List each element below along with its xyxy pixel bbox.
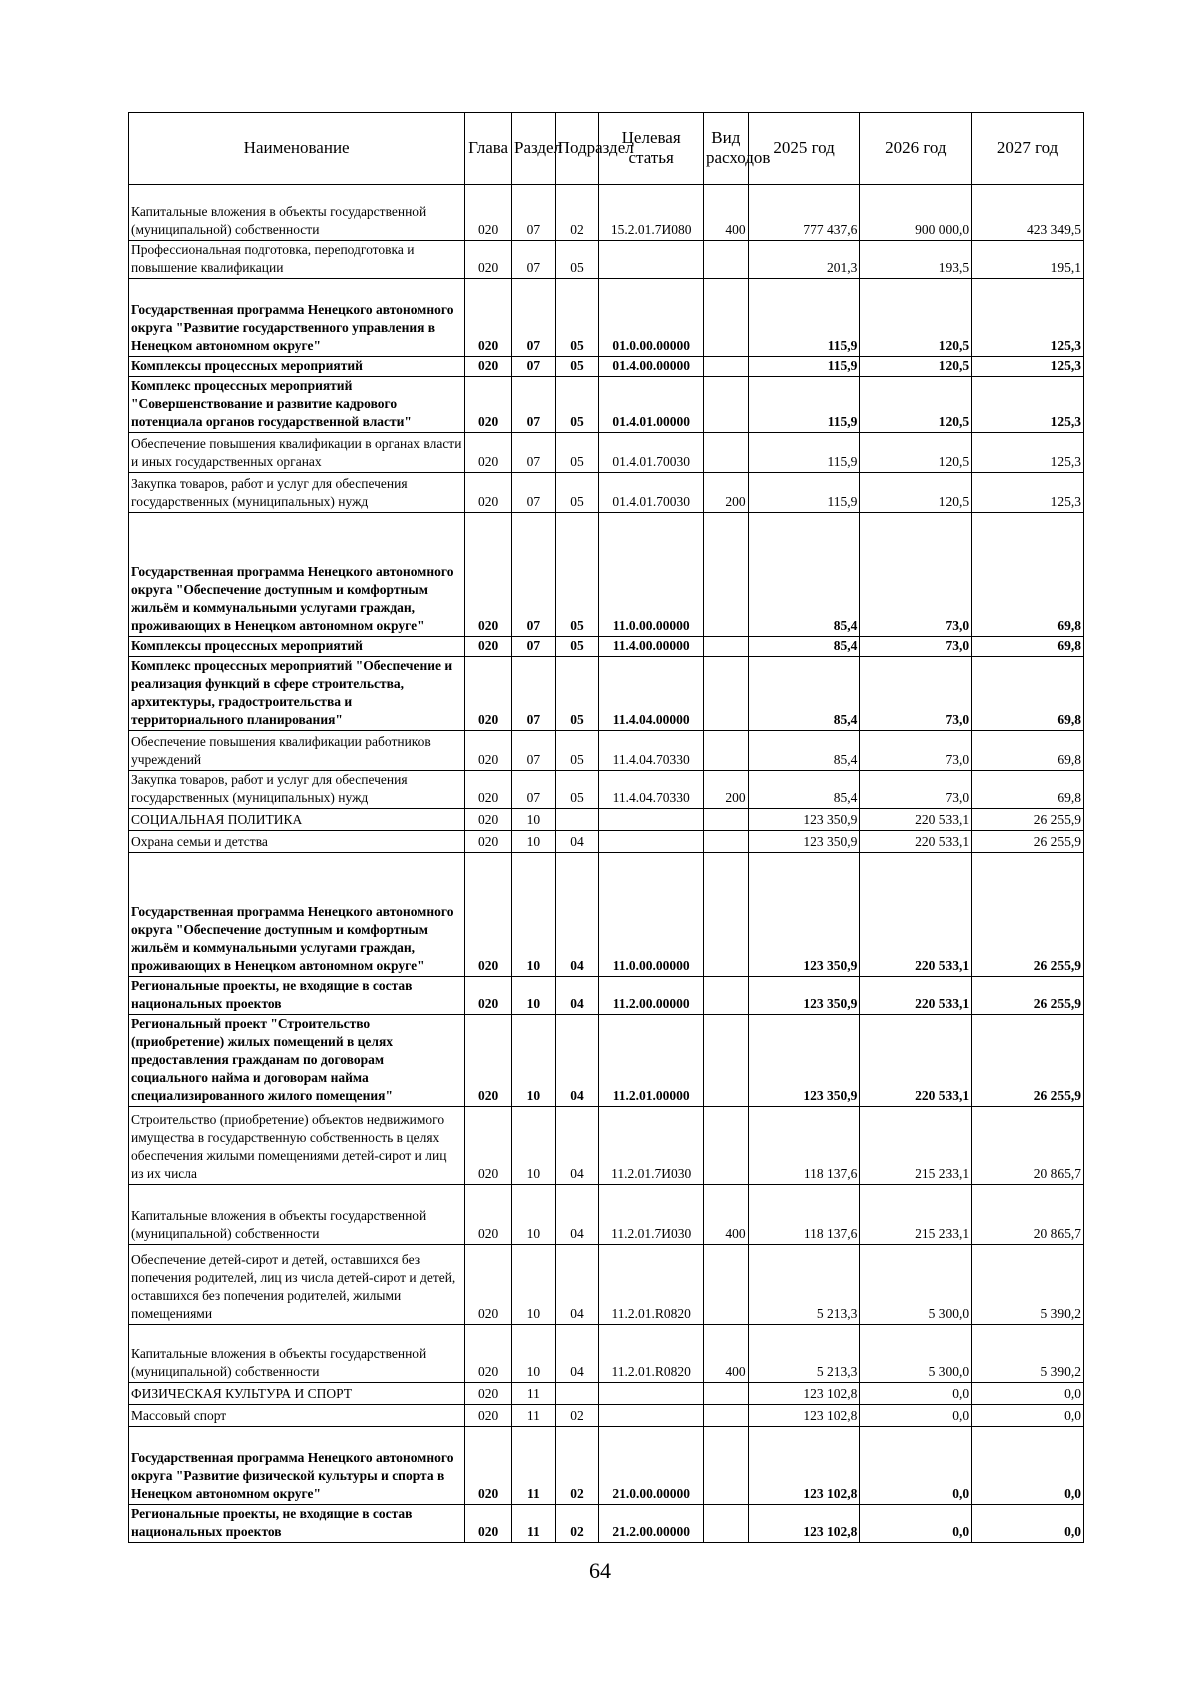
cell-podrazdel: 05 (555, 357, 599, 377)
cell-target: 11.2.01.R0820 (599, 1325, 704, 1383)
cell-podrazdel: 02 (555, 185, 599, 241)
cell-vid (703, 731, 748, 771)
cell-y2027: 20 865,7 (972, 1185, 1084, 1245)
cell-podrazdel: 02 (555, 1505, 599, 1543)
cell-vid (703, 241, 748, 279)
cell-y2027: 423 349,5 (972, 185, 1084, 241)
cell-vid (703, 513, 748, 637)
table-row (129, 977, 1084, 1015)
cell-name: Комплекс процессных мероприятий "Совершенствование и развитие кадрового потенциала органов государственной власти" (129, 377, 465, 433)
cell-y2025: 5 213,3 (748, 1325, 860, 1383)
cell-y2027: 125,3 (972, 473, 1084, 513)
cell-target (599, 1405, 704, 1427)
cell-podrazdel: 04 (555, 1325, 599, 1383)
page-number: 64 (589, 1558, 611, 1583)
cell-vid (703, 657, 748, 731)
cell-razdel: 10 (512, 977, 556, 1015)
cell-y2025: 123 102,8 (748, 1405, 860, 1427)
cell-target: 11.2.01.7И030 (599, 1185, 704, 1245)
cell-name: Профессиональная подготовка, переподготовка и повышение квалификации (129, 241, 465, 279)
cell-glava: 020 (465, 185, 512, 241)
cell-glava: 020 (465, 831, 512, 853)
cell-razdel: 07 (512, 433, 556, 473)
cell-y2027: 26 255,9 (972, 853, 1084, 977)
cell-y2025: 123 102,8 (748, 1383, 860, 1405)
cell-y2026: 120,5 (860, 279, 972, 357)
cell-glava: 020 (465, 771, 512, 809)
cell-target: 11.4.04.70330 (599, 771, 704, 809)
cell-glava: 020 (465, 1015, 512, 1107)
cell-vid (703, 1245, 748, 1325)
cell-razdel: 07 (512, 731, 556, 771)
cell-name: Обеспечение повышения квалификации работников учреждений (129, 731, 465, 771)
cell-y2026: 220 533,1 (860, 831, 972, 853)
cell-y2027: 26 255,9 (972, 977, 1084, 1015)
table-row (129, 771, 1084, 809)
cell-y2026: 215 233,1 (860, 1185, 972, 1245)
cell-y2025: 123 102,8 (748, 1505, 860, 1543)
cell-podrazdel: 05 (555, 637, 599, 657)
cell-glava: 020 (465, 1185, 512, 1245)
cell-podrazdel: 04 (555, 1245, 599, 1325)
cell-glava: 020 (465, 513, 512, 637)
cell-vid: 400 (703, 1325, 748, 1383)
cell-razdel: 07 (512, 473, 556, 513)
cell-y2026: 193,5 (860, 241, 972, 279)
cell-y2027: 125,3 (972, 357, 1084, 377)
cell-name: Закупка товаров, работ и услуг для обеспечения государственных (муниципальных) нужд (129, 473, 465, 513)
cell-podrazdel: 05 (555, 473, 599, 513)
cell-y2025: 5 213,3 (748, 1245, 860, 1325)
cell-target: 01.4.00.00000 (599, 357, 704, 377)
table-row (129, 473, 1084, 513)
cell-vid (703, 1107, 748, 1185)
table-row (129, 853, 1084, 977)
table-row (129, 1107, 1084, 1185)
cell-y2026: 73,0 (860, 731, 972, 771)
cell-name: Закупка товаров, работ и услуг для обеспечения государственных (муниципальных) нужд (129, 771, 465, 809)
table-row (129, 1185, 1084, 1245)
cell-y2025: 118 137,6 (748, 1185, 860, 1245)
cell-name: Обеспечение повышения квалификации в органах власти и иных государственных органах (129, 433, 465, 473)
cell-y2025: 777 437,6 (748, 185, 860, 241)
cell-razdel: 10 (512, 1107, 556, 1185)
cell-y2026: 0,0 (860, 1427, 972, 1505)
cell-razdel: 11 (512, 1383, 556, 1405)
cell-podrazdel: 04 (555, 1185, 599, 1245)
table-row (129, 1015, 1084, 1107)
cell-razdel: 07 (512, 279, 556, 357)
cell-vid (703, 377, 748, 433)
header-2025: 2025 год (748, 113, 860, 185)
cell-y2026: 120,5 (860, 377, 972, 433)
cell-target: 15.2.01.7И080 (599, 185, 704, 241)
cell-name: Региональные проекты, не входящие в состав национальных проектов (129, 1505, 465, 1543)
cell-podrazdel (555, 1383, 599, 1405)
cell-vid (703, 1505, 748, 1543)
cell-podrazdel: 05 (555, 279, 599, 357)
cell-glava: 020 (465, 1325, 512, 1383)
table-row (129, 357, 1084, 377)
cell-target: 11.4.00.00000 (599, 637, 704, 657)
table-row (129, 831, 1084, 853)
cell-target: 11.2.01.R0820 (599, 1245, 704, 1325)
cell-podrazdel (555, 809, 599, 831)
cell-y2027: 0,0 (972, 1383, 1084, 1405)
cell-name: Региональные проекты, не входящие в состав национальных проектов (129, 977, 465, 1015)
cell-glava: 020 (465, 1107, 512, 1185)
table-row (129, 241, 1084, 279)
cell-y2025: 115,9 (748, 357, 860, 377)
cell-y2026: 120,5 (860, 357, 972, 377)
cell-podrazdel: 02 (555, 1427, 599, 1505)
cell-target: 11.0.00.00000 (599, 513, 704, 637)
cell-y2025: 85,4 (748, 657, 860, 731)
cell-vid: 400 (703, 185, 748, 241)
cell-vid (703, 357, 748, 377)
cell-target: 21.0.00.00000 (599, 1427, 704, 1505)
cell-name: ФИЗИЧЕСКАЯ КУЛЬТУРА И СПОРТ (129, 1383, 465, 1405)
cell-vid: 200 (703, 771, 748, 809)
cell-target: 11.2.01.00000 (599, 1015, 704, 1107)
cell-target (599, 241, 704, 279)
cell-target: 11.4.04.00000 (599, 657, 704, 731)
cell-target: 11.2.01.7И030 (599, 1107, 704, 1185)
cell-y2026: 73,0 (860, 513, 972, 637)
cell-name: Комплекс процессных мероприятий "Обеспечение и реализация функций в сфере строительства, архитектуры, градостроительства и территориального планирования" (129, 657, 465, 731)
cell-vid (703, 809, 748, 831)
cell-y2025: 123 350,9 (748, 853, 860, 977)
table-row (129, 377, 1084, 433)
cell-target: 11.0.00.00000 (599, 853, 704, 977)
budget-table (128, 112, 1084, 1543)
cell-podrazdel: 04 (555, 853, 599, 977)
cell-podrazdel: 05 (555, 377, 599, 433)
cell-name: Комплексы процессных мероприятий (129, 357, 465, 377)
cell-name: Капитальные вложения в объекты государственной (муниципальной) собственности (129, 1185, 465, 1245)
cell-razdel: 07 (512, 185, 556, 241)
cell-podrazdel: 04 (555, 831, 599, 853)
cell-glava: 020 (465, 1505, 512, 1543)
cell-name: Обеспечение детей-сирот и детей, оставшихся без попечения родителей, лиц из числа детей-сирот и детей, оставшихся без попечения родителей, жилыми помещениями (129, 1245, 465, 1325)
cell-razdel: 07 (512, 241, 556, 279)
cell-y2026: 220 533,1 (860, 809, 972, 831)
header-glava: Глава (465, 113, 512, 185)
cell-razdel: 10 (512, 853, 556, 977)
cell-razdel: 07 (512, 637, 556, 657)
cell-target (599, 1383, 704, 1405)
cell-y2027: 125,3 (972, 279, 1084, 357)
table-row (129, 1427, 1084, 1505)
cell-y2025: 123 102,8 (748, 1427, 860, 1505)
cell-razdel: 10 (512, 831, 556, 853)
cell-glava: 020 (465, 279, 512, 357)
table-row (129, 185, 1084, 241)
cell-y2027: 26 255,9 (972, 809, 1084, 831)
cell-y2027: 69,8 (972, 731, 1084, 771)
table-row (129, 731, 1084, 771)
header-podrazdel: Подраздел (555, 113, 599, 185)
cell-name: СОЦИАЛЬНАЯ ПОЛИТИКА (129, 809, 465, 831)
cell-razdel: 11 (512, 1427, 556, 1505)
cell-podrazdel: 05 (555, 731, 599, 771)
cell-target: 11.4.04.70330 (599, 731, 704, 771)
cell-y2026: 220 533,1 (860, 977, 972, 1015)
cell-razdel: 10 (512, 1325, 556, 1383)
cell-razdel: 11 (512, 1505, 556, 1543)
cell-y2025: 115,9 (748, 433, 860, 473)
cell-y2026: 120,5 (860, 433, 972, 473)
cell-glava: 020 (465, 1405, 512, 1427)
cell-vid (703, 1427, 748, 1505)
cell-y2026: 5 300,0 (860, 1245, 972, 1325)
table-row (129, 657, 1084, 731)
header-2027: 2027 год (972, 113, 1084, 185)
cell-vid (703, 279, 748, 357)
cell-vid (703, 977, 748, 1015)
cell-glava: 020 (465, 809, 512, 831)
cell-podrazdel: 05 (555, 241, 599, 279)
cell-glava: 020 (465, 1383, 512, 1405)
cell-razdel: 07 (512, 377, 556, 433)
cell-name: Капитальные вложения в объекты государственной (муниципальной) собственности (129, 185, 465, 241)
cell-y2026: 73,0 (860, 771, 972, 809)
cell-name: Массовый спорт (129, 1405, 465, 1427)
cell-y2027: 5 390,2 (972, 1325, 1084, 1383)
cell-y2025: 123 350,9 (748, 1015, 860, 1107)
header-vid: Вид расходов (703, 113, 748, 185)
header-razdel: Раздел (512, 113, 556, 185)
cell-name: Региональный проект "Строительство (приобретение) жилых помещений в целях предоставления гражданам по договорам социального найма и договорам найма специализированного жилого помещения" (129, 1015, 465, 1107)
cell-vid (703, 637, 748, 657)
cell-razdel: 11 (512, 1405, 556, 1427)
cell-y2026: 215 233,1 (860, 1107, 972, 1185)
cell-vid (703, 831, 748, 853)
cell-name: Охрана семьи и детства (129, 831, 465, 853)
cell-target: 01.4.01.70030 (599, 433, 704, 473)
header-2026: 2026 год (860, 113, 972, 185)
cell-y2025: 115,9 (748, 377, 860, 433)
table-row (129, 279, 1084, 357)
cell-y2025: 85,4 (748, 731, 860, 771)
cell-y2025: 123 350,9 (748, 809, 860, 831)
cell-vid: 200 (703, 473, 748, 513)
cell-y2027: 5 390,2 (972, 1245, 1084, 1325)
cell-glava: 020 (465, 731, 512, 771)
table-row (129, 809, 1084, 831)
cell-y2025: 123 350,9 (748, 831, 860, 853)
cell-y2025: 85,4 (748, 771, 860, 809)
table-row (129, 513, 1084, 637)
cell-y2025: 123 350,9 (748, 977, 860, 1015)
cell-vid (703, 1405, 748, 1427)
cell-razdel: 07 (512, 771, 556, 809)
cell-y2027: 26 255,9 (972, 831, 1084, 853)
cell-y2026: 73,0 (860, 657, 972, 731)
cell-name: Государственная программа Ненецкого автономного округа "Обеспечение доступным и комфортным жильём и коммунальными услугами граждан, проживающих в Ненецком автономном округе" (129, 513, 465, 637)
cell-target: 01.0.00.00000 (599, 279, 704, 357)
cell-y2027: 0,0 (972, 1427, 1084, 1505)
cell-y2026: 5 300,0 (860, 1325, 972, 1383)
cell-name: Капитальные вложения в объекты государственной (муниципальной) собственности (129, 1325, 465, 1383)
cell-podrazdel: 04 (555, 1015, 599, 1107)
cell-y2026: 120,5 (860, 473, 972, 513)
cell-target: 11.2.00.00000 (599, 977, 704, 1015)
cell-y2027: 0,0 (972, 1505, 1084, 1543)
cell-glava: 020 (465, 357, 512, 377)
cell-y2025: 201,3 (748, 241, 860, 279)
cell-target (599, 831, 704, 853)
cell-name: Комплексы процессных мероприятий (129, 637, 465, 657)
cell-y2025: 115,9 (748, 473, 860, 513)
cell-target: 01.4.01.70030 (599, 473, 704, 513)
cell-y2026: 220 533,1 (860, 853, 972, 977)
table-row (129, 433, 1084, 473)
table-header-row (129, 113, 1084, 185)
cell-y2027: 125,3 (972, 377, 1084, 433)
cell-podrazdel: 04 (555, 1107, 599, 1185)
cell-target: 21.2.00.00000 (599, 1505, 704, 1543)
cell-y2025: 115,9 (748, 279, 860, 357)
cell-name: Государственная программа Ненецкого автономного округа "Развитие государственного управления в Ненецком автономном округе" (129, 279, 465, 357)
cell-glava: 020 (465, 637, 512, 657)
table-row (129, 1405, 1084, 1427)
cell-glava: 020 (465, 473, 512, 513)
cell-y2026: 73,0 (860, 637, 972, 657)
table-row (129, 637, 1084, 657)
cell-razdel: 07 (512, 657, 556, 731)
cell-y2026: 220 533,1 (860, 1015, 972, 1107)
cell-razdel: 07 (512, 357, 556, 377)
cell-glava: 020 (465, 853, 512, 977)
cell-razdel: 10 (512, 1185, 556, 1245)
table-row (129, 1505, 1084, 1543)
cell-glava: 020 (465, 241, 512, 279)
cell-vid (703, 853, 748, 977)
cell-podrazdel: 05 (555, 657, 599, 731)
cell-razdel: 10 (512, 809, 556, 831)
cell-vid (703, 1383, 748, 1405)
cell-podrazdel: 04 (555, 977, 599, 1015)
cell-podrazdel: 05 (555, 513, 599, 637)
cell-y2027: 0,0 (972, 1405, 1084, 1427)
cell-y2025: 85,4 (748, 513, 860, 637)
cell-razdel: 10 (512, 1245, 556, 1325)
cell-glava: 020 (465, 433, 512, 473)
table-body (129, 185, 1084, 1543)
table-row (129, 1325, 1084, 1383)
cell-vid (703, 1015, 748, 1107)
cell-glava: 020 (465, 1427, 512, 1505)
cell-y2027: 69,8 (972, 513, 1084, 637)
cell-y2027: 69,8 (972, 657, 1084, 731)
cell-y2027: 20 865,7 (972, 1107, 1084, 1185)
cell-y2026: 0,0 (860, 1383, 972, 1405)
cell-name: Государственная программа Ненецкого автономного округа "Развитие физической культуры и спорта в Ненецком автономном округе" (129, 1427, 465, 1505)
cell-vid: 400 (703, 1185, 748, 1245)
cell-podrazdel: 02 (555, 1405, 599, 1427)
cell-vid (703, 433, 748, 473)
header-target: Целевая статья (599, 113, 704, 185)
cell-razdel: 07 (512, 513, 556, 637)
cell-y2025: 118 137,6 (748, 1107, 860, 1185)
cell-y2027: 125,3 (972, 433, 1084, 473)
cell-name: Государственная программа Ненецкого автономного округа "Обеспечение доступным и комфортным жильём и коммунальными услугами граждан, проживающих в Ненецком автономном округе" (129, 853, 465, 977)
cell-y2027: 26 255,9 (972, 1015, 1084, 1107)
cell-target: 01.4.01.00000 (599, 377, 704, 433)
table-row (129, 1383, 1084, 1405)
cell-name: Строительство (приобретение) объектов недвижимого имущества в государственную собственность в целях обеспечения жилыми помещениями детей-сирот и лиц из их числа (129, 1107, 465, 1185)
cell-glava: 020 (465, 977, 512, 1015)
header-name: Наименование (129, 113, 465, 185)
cell-razdel: 10 (512, 1015, 556, 1107)
cell-target (599, 809, 704, 831)
cell-y2026: 0,0 (860, 1405, 972, 1427)
cell-glava: 020 (465, 377, 512, 433)
cell-podrazdel: 05 (555, 433, 599, 473)
table-row (129, 1245, 1084, 1325)
cell-y2027: 69,8 (972, 637, 1084, 657)
cell-y2026: 0,0 (860, 1505, 972, 1543)
cell-y2027: 195,1 (972, 241, 1084, 279)
cell-glava: 020 (465, 657, 512, 731)
cell-y2025: 85,4 (748, 637, 860, 657)
cell-y2027: 69,8 (972, 771, 1084, 809)
cell-podrazdel: 05 (555, 771, 599, 809)
cell-y2026: 900 000,0 (860, 185, 972, 241)
cell-glava: 020 (465, 1245, 512, 1325)
